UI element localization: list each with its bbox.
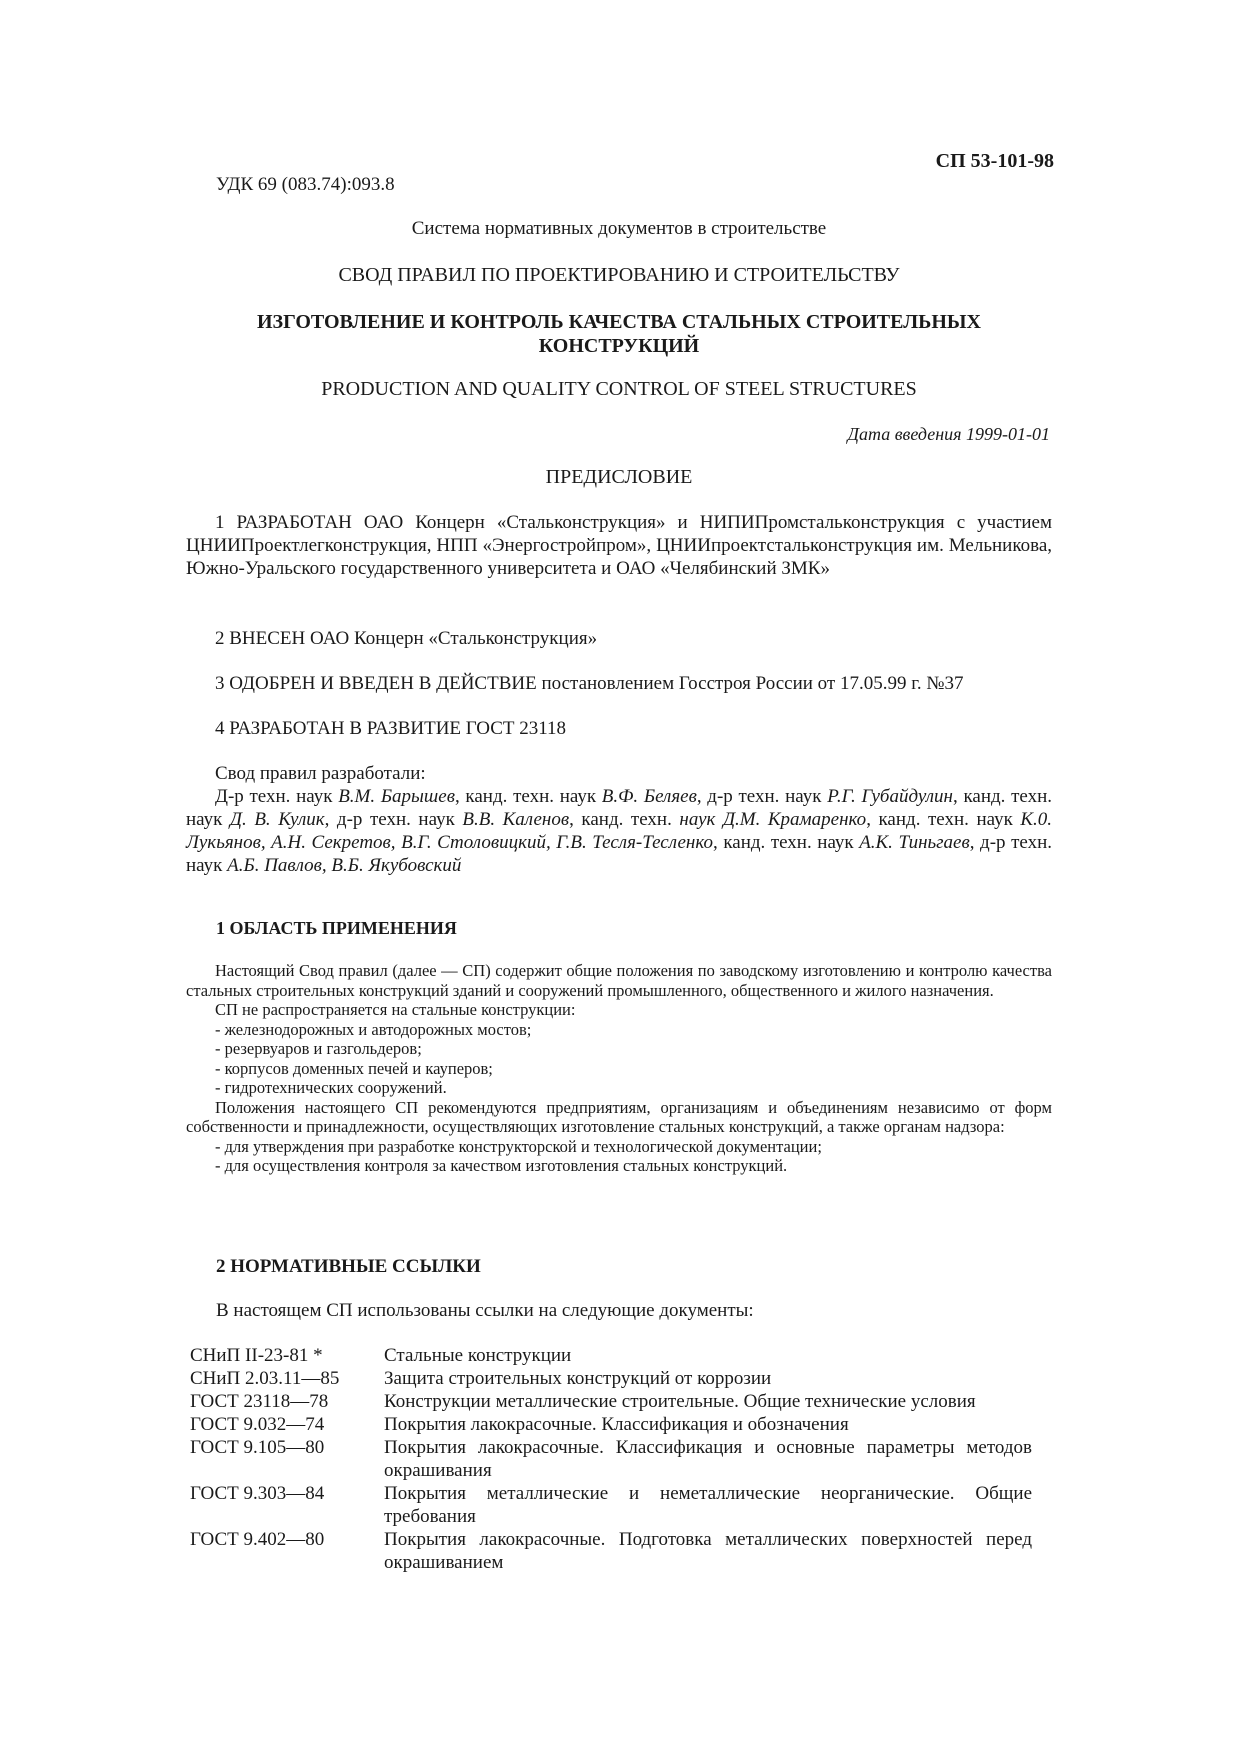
author-name: В.М. Барышев bbox=[338, 786, 455, 807]
preface-item-4: 4 РАЗРАБОТАН В РАЗВИТИЕ ГОСТ 23118 bbox=[215, 718, 567, 739]
author-degree: Д-р техн. наук bbox=[215, 786, 339, 807]
author-name: Д. В. Кулик bbox=[229, 809, 325, 830]
preface-item-1: 1 РАЗРАБОТАН ОАО Концерн «Стальконструкция» и НИПИПромстальконструкция с участием ЦНИИПроектлегконструкция, НПП «Энергостройпром», ЦНИИпроектстальконструкция им. Мельникова, Южно-Уральского государственного университета и ОАО «Челябинский ЗМК» bbox=[186, 512, 1052, 579]
preface-item-3: 3 ОДОБРЕН И ВВЕДЕН В ДЕЙСТВИЕ постановлением Госстроя России от 17.05.99 г. №37 bbox=[215, 673, 964, 694]
author-degree: , канд. техн. наук bbox=[454, 786, 602, 807]
reference-row bbox=[186, 1436, 1032, 1482]
document-code: СП 53-101-98 bbox=[935, 150, 1054, 172]
author-name: А.Б. Павлов, В.Б. Якубовский bbox=[227, 855, 462, 876]
system-title: Система нормативных документов в строительстве bbox=[411, 218, 827, 239]
document-title bbox=[186, 310, 1052, 358]
section-1-heading: 1 ОБЛАСТЬ ПРИМЕНЕНИЯ bbox=[216, 918, 457, 938]
reference-row bbox=[186, 1344, 1032, 1367]
exclusion-item: - гидротехнических сооружений. bbox=[215, 1078, 447, 1097]
author-degree: , канд. техн. наук bbox=[186, 786, 1053, 830]
authors-list bbox=[186, 785, 1052, 877]
recommendation-paragraph: Положения настоящего СП рекомендуются предприятиям, организациям и объединениям независимо от форм собственности и принадлежности, осуществляющих изготовление стальных конструкций, а также органам надзора: bbox=[186, 1097, 1052, 1136]
authors-heading: Свод правил разработали: bbox=[215, 763, 426, 784]
author-degree: , д-р техн. наук bbox=[696, 786, 828, 807]
reference-code: ГОСТ 9.402—80 bbox=[190, 1529, 325, 1550]
exclusion-item: - железнодорожных и автодорожных мостов; bbox=[215, 1019, 532, 1039]
author-degree: , канд. техн. наук bbox=[713, 832, 860, 853]
author-degree: , д-р техн. наук bbox=[186, 832, 1052, 876]
author-degree: , канд. техн. наук bbox=[866, 809, 1021, 830]
reference-code: СНиП 2.03.11—85 bbox=[190, 1368, 340, 1389]
author-name: К.0. Лукьянов, А.Н. Секретов, В.Г. Столовицкий, Г.В. Тесля-Тесленко bbox=[186, 809, 1053, 853]
reference-title: Защита строительных конструкций от коррозии bbox=[384, 1368, 772, 1389]
reference-code: ГОСТ 23118—78 bbox=[190, 1391, 329, 1412]
section-2-heading: 2 НОРМАТИВНЫЕ ССЫЛКИ bbox=[216, 1256, 481, 1277]
reference-title: Покрытия лакокрасочные. Классификация и основные параметры методов окрашивания bbox=[384, 1437, 1032, 1481]
references-table bbox=[186, 1344, 1032, 1574]
svod-title: СВОД ПРАВИЛ ПО ПРОЕКТИРОВАНИЮ И СТРОИТЕЛЬСТВУ bbox=[338, 264, 900, 286]
reference-code: ГОСТ 9.303—84 bbox=[190, 1483, 325, 1504]
preface-item-2: 2 ВНЕСЕН ОАО Концерн «Стальконструкция» bbox=[215, 628, 598, 649]
author-name: В.В. Каленов bbox=[462, 809, 570, 830]
title-line-2: КОНСТРУКЦИЙ bbox=[538, 335, 700, 357]
exclusion-item: - резервуаров и газгольдеров; bbox=[215, 1039, 422, 1058]
reference-title: Покрытия металлические и неметаллические неорганические. Общие требования bbox=[384, 1483, 1032, 1527]
author-degree: , канд. техн. bbox=[569, 809, 680, 830]
author-name: А.К. Тиньгаев bbox=[859, 832, 970, 853]
reference-row bbox=[186, 1482, 1032, 1528]
reference-row bbox=[186, 1390, 1032, 1413]
author-name: наук Д.М. Крамаренко bbox=[679, 809, 867, 830]
reference-row bbox=[186, 1367, 1032, 1390]
udk-code: УДК 69 (083.74):093.8 bbox=[216, 174, 395, 195]
reference-row bbox=[186, 1413, 1032, 1436]
reference-row bbox=[186, 1528, 1032, 1574]
reference-code: ГОСТ 9.032—74 bbox=[190, 1414, 325, 1435]
reference-code: ГОСТ 9.105—80 bbox=[190, 1437, 325, 1458]
reference-title: Покрытия лакокрасочные. Подготовка металлических поверхностей перед окрашиванием bbox=[384, 1529, 1032, 1573]
scope-intro: Настоящий Свод правил (далее — СП) содержит общие положения по заводскому изготовлению и контролю качества стальных строительных конструкций зданий и сооружений промышленного, общественного и жилого назначения. bbox=[186, 961, 1052, 1000]
reference-title: Покрытия лакокрасочные. Классификация и обозначения bbox=[384, 1414, 849, 1435]
section-1-body bbox=[186, 961, 1052, 1176]
english-title: PRODUCTION AND QUALITY CONTROL OF STEEL STRUCTURES bbox=[321, 378, 917, 400]
reference-title: Конструкции металлические строительные. Общие технические условия bbox=[384, 1391, 976, 1412]
author-name: Р.Г. Губайдулин bbox=[827, 786, 953, 807]
author-degree: , д-р техн. наук bbox=[324, 809, 463, 830]
use-item: - для утверждения при разработке конструкторской и технологической документации; bbox=[215, 1136, 822, 1156]
exclusion-item: - корпусов доменных печей и кауперов; bbox=[215, 1058, 493, 1078]
title-line-1: ИЗГОТОВЛЕНИЕ И КОНТРОЛЬ КАЧЕСТВА СТАЛЬНЫХ СТРОИТЕЛЬНЫХ bbox=[256, 311, 981, 333]
reference-code: СНиП II-23-81 * bbox=[190, 1345, 323, 1366]
reference-title: Стальные конструкции bbox=[384, 1345, 572, 1366]
author-name: В.Ф. Беляев bbox=[601, 786, 697, 807]
references-intro: В настоящем СП использованы ссылки на следующие документы: bbox=[216, 1300, 754, 1321]
use-item: - для осуществления контроля за качеством изготовления стальных конструкций. bbox=[215, 1156, 788, 1175]
preface-heading: ПРЕДИСЛОВИЕ bbox=[545, 466, 693, 488]
introduction-date: Дата введения 1999-01-01 bbox=[847, 424, 1050, 444]
exclusions-heading: СП не распространяется на стальные конструкции: bbox=[215, 1000, 576, 1019]
